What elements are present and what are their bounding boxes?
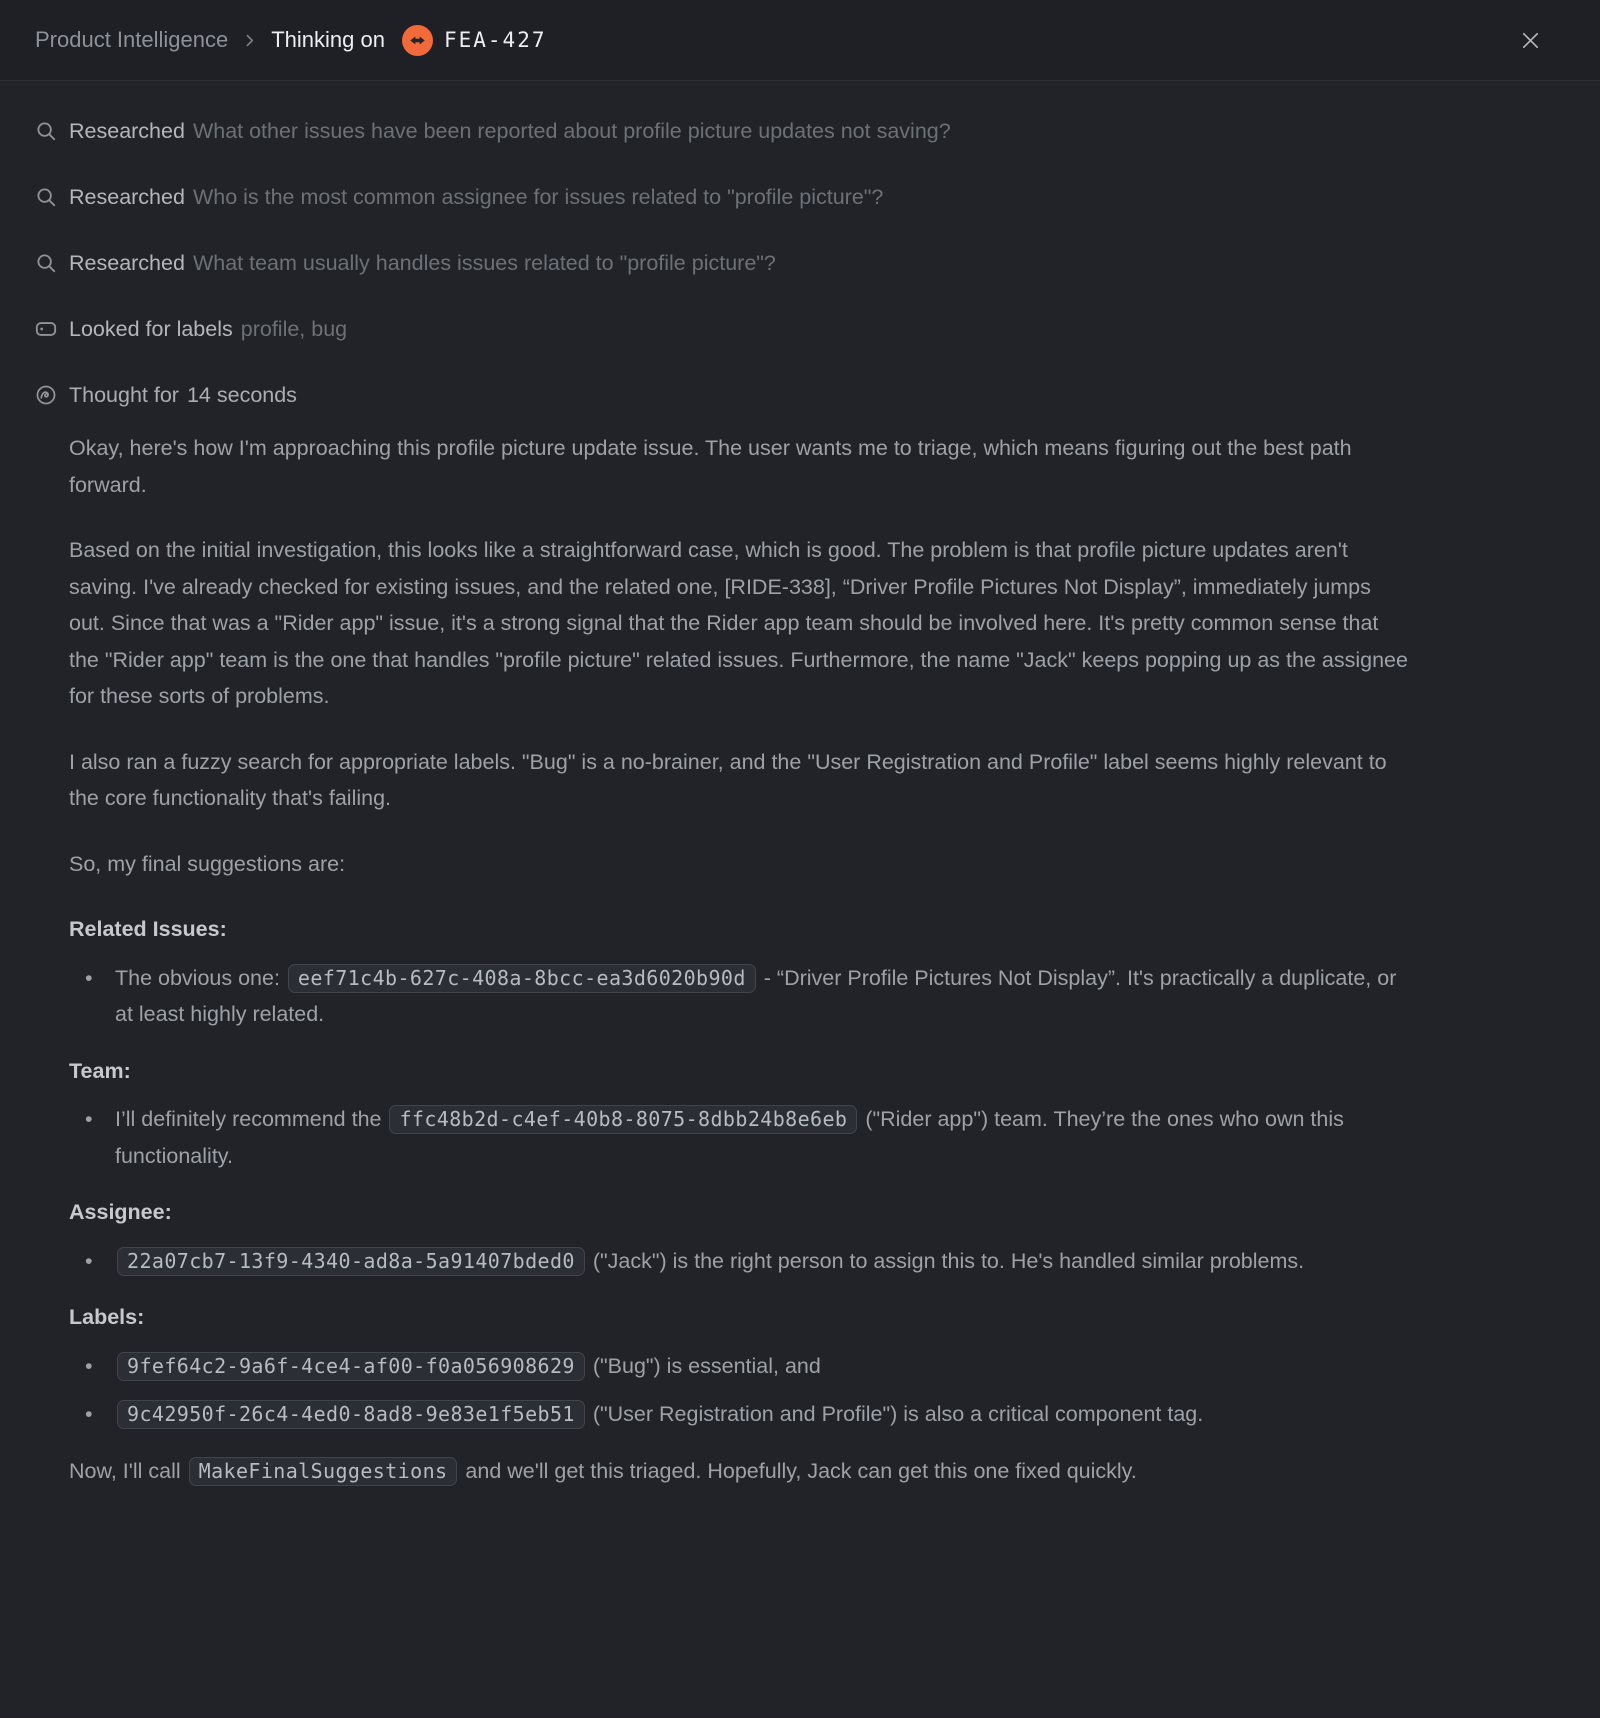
closing-paragraph [69,1453,1410,1490]
activity-detail: What team usually handles issues related to "profile picture"? [192,250,776,275]
section-bullet-list [69,1348,1410,1433]
activity-label: Researched [69,184,185,209]
close-button[interactable] [1510,20,1550,60]
activity-row-research-3[interactable] [0,230,1600,296]
section-related-issues [69,911,1410,1033]
bullet-text: The obvious one: [115,965,286,990]
thought-text [69,430,1410,1489]
bullet-text: I’ll definitely recommend the [115,1107,388,1131]
search-icon [35,186,57,208]
activity-detail: profile, bug [240,316,348,341]
activity-row-research-2[interactable] [0,164,1600,230]
thought-paragraph: I also ran a fuzzy search for appropriate labels. "Bug" is a no-brainer, and the "User Registration and Profile" label seems highly relevant to the core functionality that's failing. [69,749,1387,810]
related-issue-id-chip: eef71c4b-627c-408a-8bcc-ea3d6020b90d [288,964,756,993]
activity-label: Researched [69,118,185,143]
activity-label: Researched [69,250,185,275]
section-heading: Labels: [69,1305,145,1329]
issue-key: FEA-427 [443,28,547,52]
bullet-item [115,1348,1410,1385]
search-icon [35,120,57,142]
bullet-item [115,1101,1410,1174]
bullet-text: ("Bug") is essential, and [586,1353,821,1378]
section-labels [69,1299,1410,1433]
label-id-chip: 9fef64c2-9a6f-4ce4-af00-f0a056908629 [117,1352,585,1381]
activity-detail: 14 seconds [186,382,297,407]
activity-detail: What other issues have been reported about profile picture updates not saving? [192,118,951,143]
section-bullet-list [69,1101,1410,1174]
search-icon [35,252,57,274]
bullet-item [115,1243,1410,1280]
thinking-log [0,81,1600,1489]
section-heading: Related Issues: [69,917,227,941]
activity-row-research-1[interactable] [0,98,1600,164]
section-heading: Assignee: [69,1200,172,1224]
thought-paragraph: So, my final suggestions are: [69,851,346,876]
activity-row-thought[interactable] [0,362,1600,428]
thought-paragraph: Based on the initial investigation, this looks like a straightforward case, which is good. The problem is that profile picture updates aren't saving. I've already checked for existing issues, and the related one, [RIDE-338], “Driver Profile Pictures Not Display”, immediately jumps out. Since that was a "Rider app" issue, it's a strong signal that the Rider app team should be involved here. It's pretty common sense that the "Rider app" team is the one that handles "profile picture" related issues. Furthermore, the name "Jack" keeps popping up as the assignee for these sorts of problems. [69,538,1408,708]
chevron-right-icon [241,32,258,49]
issue-reference[interactable] [402,25,547,56]
panel-title: Thinking on [271,27,385,52]
section-assignee [69,1194,1410,1279]
tool-call-chip: MakeFinalSuggestions [189,1457,458,1486]
assignee-id-chip: 22a07cb7-13f9-4340-ad8a-5a91407bded0 [117,1247,585,1276]
section-bullet-list [69,960,1410,1033]
bullet-item [115,1396,1410,1433]
close-icon [1519,29,1542,52]
bullet-text: ("User Registration and Profile") is also a critical component tag. [586,1402,1204,1426]
activity-label: Thought for [69,382,179,407]
thought-paragraph: Okay, here's how I'm approaching this profile picture update issue. The user wants me to triage, which means figuring out the best path forward. [69,436,1352,497]
bullet-text: ("Rider app") team. They’re the ones who own this functionality. [115,1107,1344,1168]
closing-text: Now, I'll call [69,1458,187,1483]
breadcrumb [35,25,1510,56]
section-team [69,1053,1410,1175]
label-id-chip: 9c42950f-26c4-4ed0-8ad8-9e83e1f5eb51 [117,1400,585,1429]
closing-text: and we'll get this triaged. Hopefully, Jack can get this one fixed quickly. [459,1458,1137,1483]
bullet-text: ("Jack") is the right person to assign this to. He's handled similar problems. [586,1248,1305,1273]
team-id-chip: ffc48b2d-c4ef-40b8-8075-8dbb24b8e6eb [389,1105,857,1134]
bullet-item [115,960,1410,1033]
activity-label: Looked for labels [69,316,233,341]
breadcrumb-parent[interactable]: Product Intelligence [35,27,229,52]
panel-header [0,0,1600,81]
section-heading: Team: [69,1058,131,1083]
bullet-text: - “Driver Profile Pictures Not Display”. It's practically a duplicate, or at least highly related. [115,965,1397,1026]
intelligence-icon [35,384,57,406]
activity-row-labels[interactable] [0,296,1600,362]
tag-icon [35,318,57,340]
issue-type-icon [402,25,433,56]
section-bullet-list [69,1243,1410,1280]
activity-detail: Who is the most common assignee for issues related to "profile picture"? [192,184,884,209]
